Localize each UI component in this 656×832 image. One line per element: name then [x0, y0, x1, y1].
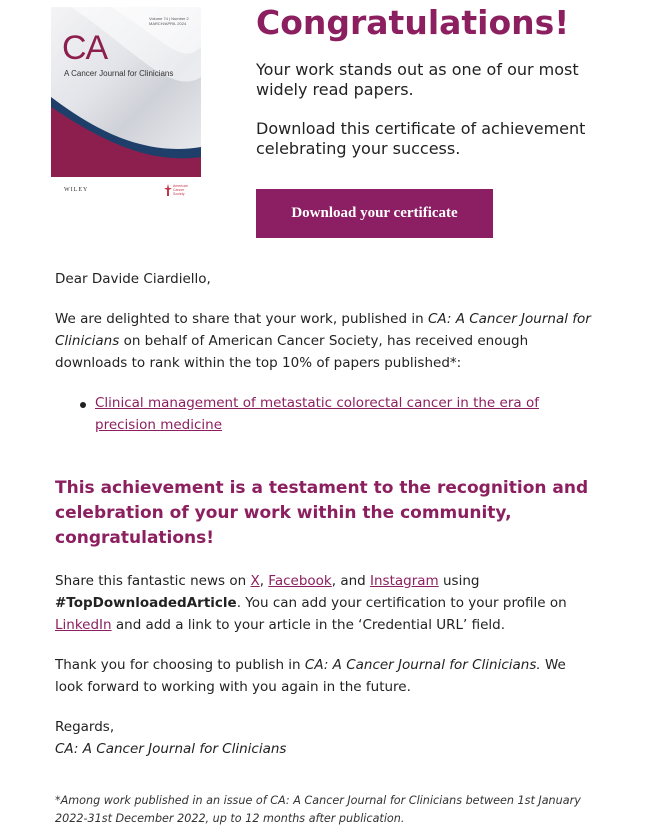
- wiley-logo: WILEY: [64, 187, 89, 193]
- thanks-paragraph: Thank you for choosing to publish in CA: A Cancer Journal for Clinicians. We look forward to working with you again in the future.: [55, 657, 566, 695]
- share-paragraph: Share this fantastic news on X, Facebook, and Instagram using #TopDownloadedArticle. You can add your certification to your profile on LinkedIn and add a link to your article in the ‘Credential URL’ field.: [55, 573, 567, 633]
- footnote: *Among work published in an issue of CA: A Cancer Journal for Clinicians between 1st January 2022-31st December 2022, up to 12 months after publication.: [55, 794, 581, 825]
- linkedin-link[interactable]: LinkedIn: [55, 617, 112, 633]
- facebook-link[interactable]: Facebook: [268, 573, 332, 589]
- regards: Regards,: [55, 719, 115, 735]
- journal-cover-image: [51, 7, 201, 200]
- article-list-item: [95, 392, 590, 436]
- journal-name: CA: A Cancer Journal for Clinicians: [55, 311, 591, 349]
- intro-text-1: Your work stands out as one of our most widely read papers.: [256, 60, 579, 99]
- journal-name-italic: CA: A Cancer Journal for Clinicians.: [304, 657, 541, 673]
- acs-sword-icon: [164, 184, 172, 196]
- article-link[interactable]: Clinical management of metastatic colorectal cancer in the era of precision medicine: [95, 395, 539, 433]
- signature: CA: A Cancer Journal for Clinicians: [55, 741, 287, 757]
- congratulations-heading: Congratulations!: [256, 3, 570, 42]
- acs-logo: American Cancer Society: [164, 183, 198, 199]
- cover-subtitle: A Cancer Journal for Clinicians: [64, 69, 174, 78]
- list-bullet: [80, 402, 86, 408]
- cover-artwork: [51, 7, 201, 177]
- x-link[interactable]: X: [250, 573, 260, 589]
- cover-logo: CA: [62, 29, 108, 67]
- delighted-paragraph: We are delighted to share that your work, published in CA: A Cancer Journal for Clinicians on behalf of American Cancer Society, has received enough downloads to rank within the top 10% of papers published*:: [55, 311, 591, 371]
- cover-issue-info: Volume 74 | Number 2 MARCH/APRIL 2024: [149, 16, 189, 26]
- achievement-heading: This achievement is a testament to the recognition and celebration of your work within the community, congratulations!: [55, 478, 589, 548]
- download-certificate-button[interactable]: Download your certificate: [256, 189, 493, 238]
- intro-text-2: Download this certificate of achievement celebrating your success.: [256, 119, 586, 158]
- instagram-link[interactable]: Instagram: [370, 573, 439, 589]
- greeting: Dear Davide Ciardiello,: [55, 271, 211, 287]
- hashtag: #TopDownloadedArticle: [55, 595, 237, 611]
